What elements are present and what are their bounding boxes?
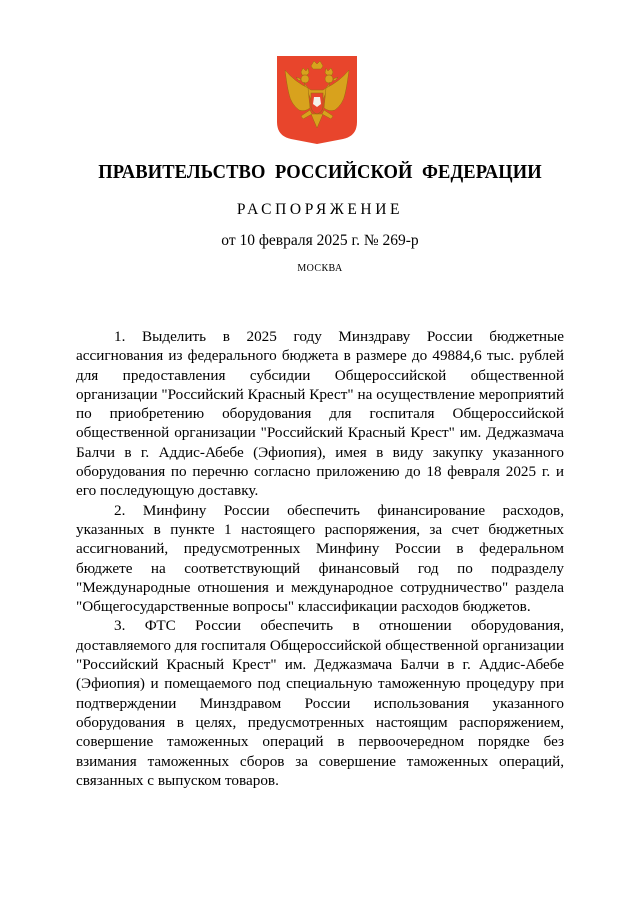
double-headed-eagle-icon — [277, 56, 357, 144]
government-title: ПРАВИТЕЛЬСТВО РОССИЙСКОЙ ФЕДЕРАЦИИ — [98, 162, 542, 183]
document-type: РАСПОРЯЖЕНИЕ — [236, 201, 404, 218]
paragraph-2: 2. Минфину России обеспечить финансирование расходов, указанных в пункте 1 настоящего распоряжения, за счет бюджетных ассигнований, предусмотренных Минфину России в федеральном бюджете на соответствующий финансовый год по подразделу "Международные отношения и международное сотрудничество" раздела "Общегосударственные вопросы" классификации расходов бюджетов. — [76, 501, 564, 616]
coat-of-arms-emblem — [277, 56, 357, 144]
document-body — [76, 327, 564, 790]
city-label: МОСКВА — [297, 263, 343, 274]
document-date-number: от 10 февраля 2025 г. № 269-р — [221, 232, 419, 249]
paragraph-1: 1. Выделить в 2025 году Минздраву России бюджетные ассигнования из федерального бюджета в размере до 49884,6 тыс. рублей для предоставления субсидии Общероссийской общественной организации "Российский Красный Крест" на осуществление мероприятий по приобретению оборудования для госпиталя Общероссийской общественной организации "Российский Красный Крест" им. Деджазмача Балчи в г. Аддис-Абебе (Эфиопия), имея в виду закупку указанного оборудования по перечню согласно приложению до 18 февраля 2025 г. и его последующую доставку. — [76, 328, 564, 500]
paragraph-3: 3. ФТС России обеспечить в отношении оборудования, доставляемого для госпиталя Общероссийской общественной организации "Российский Красный Крест" им. Деджазмача Балчи в г. Аддис-Абебе (Эфиопия) и помещаемого под специальную таможенную процедуру при подтверждении Минздравом России использования указанного оборудования в целях, предусмотренных настоящим распоряжением, совершение таможенных операций в первоочередном порядке без взимания таможенных сборов за совершение таможенных операций, связанных с выпуском товаров. — [76, 617, 564, 789]
